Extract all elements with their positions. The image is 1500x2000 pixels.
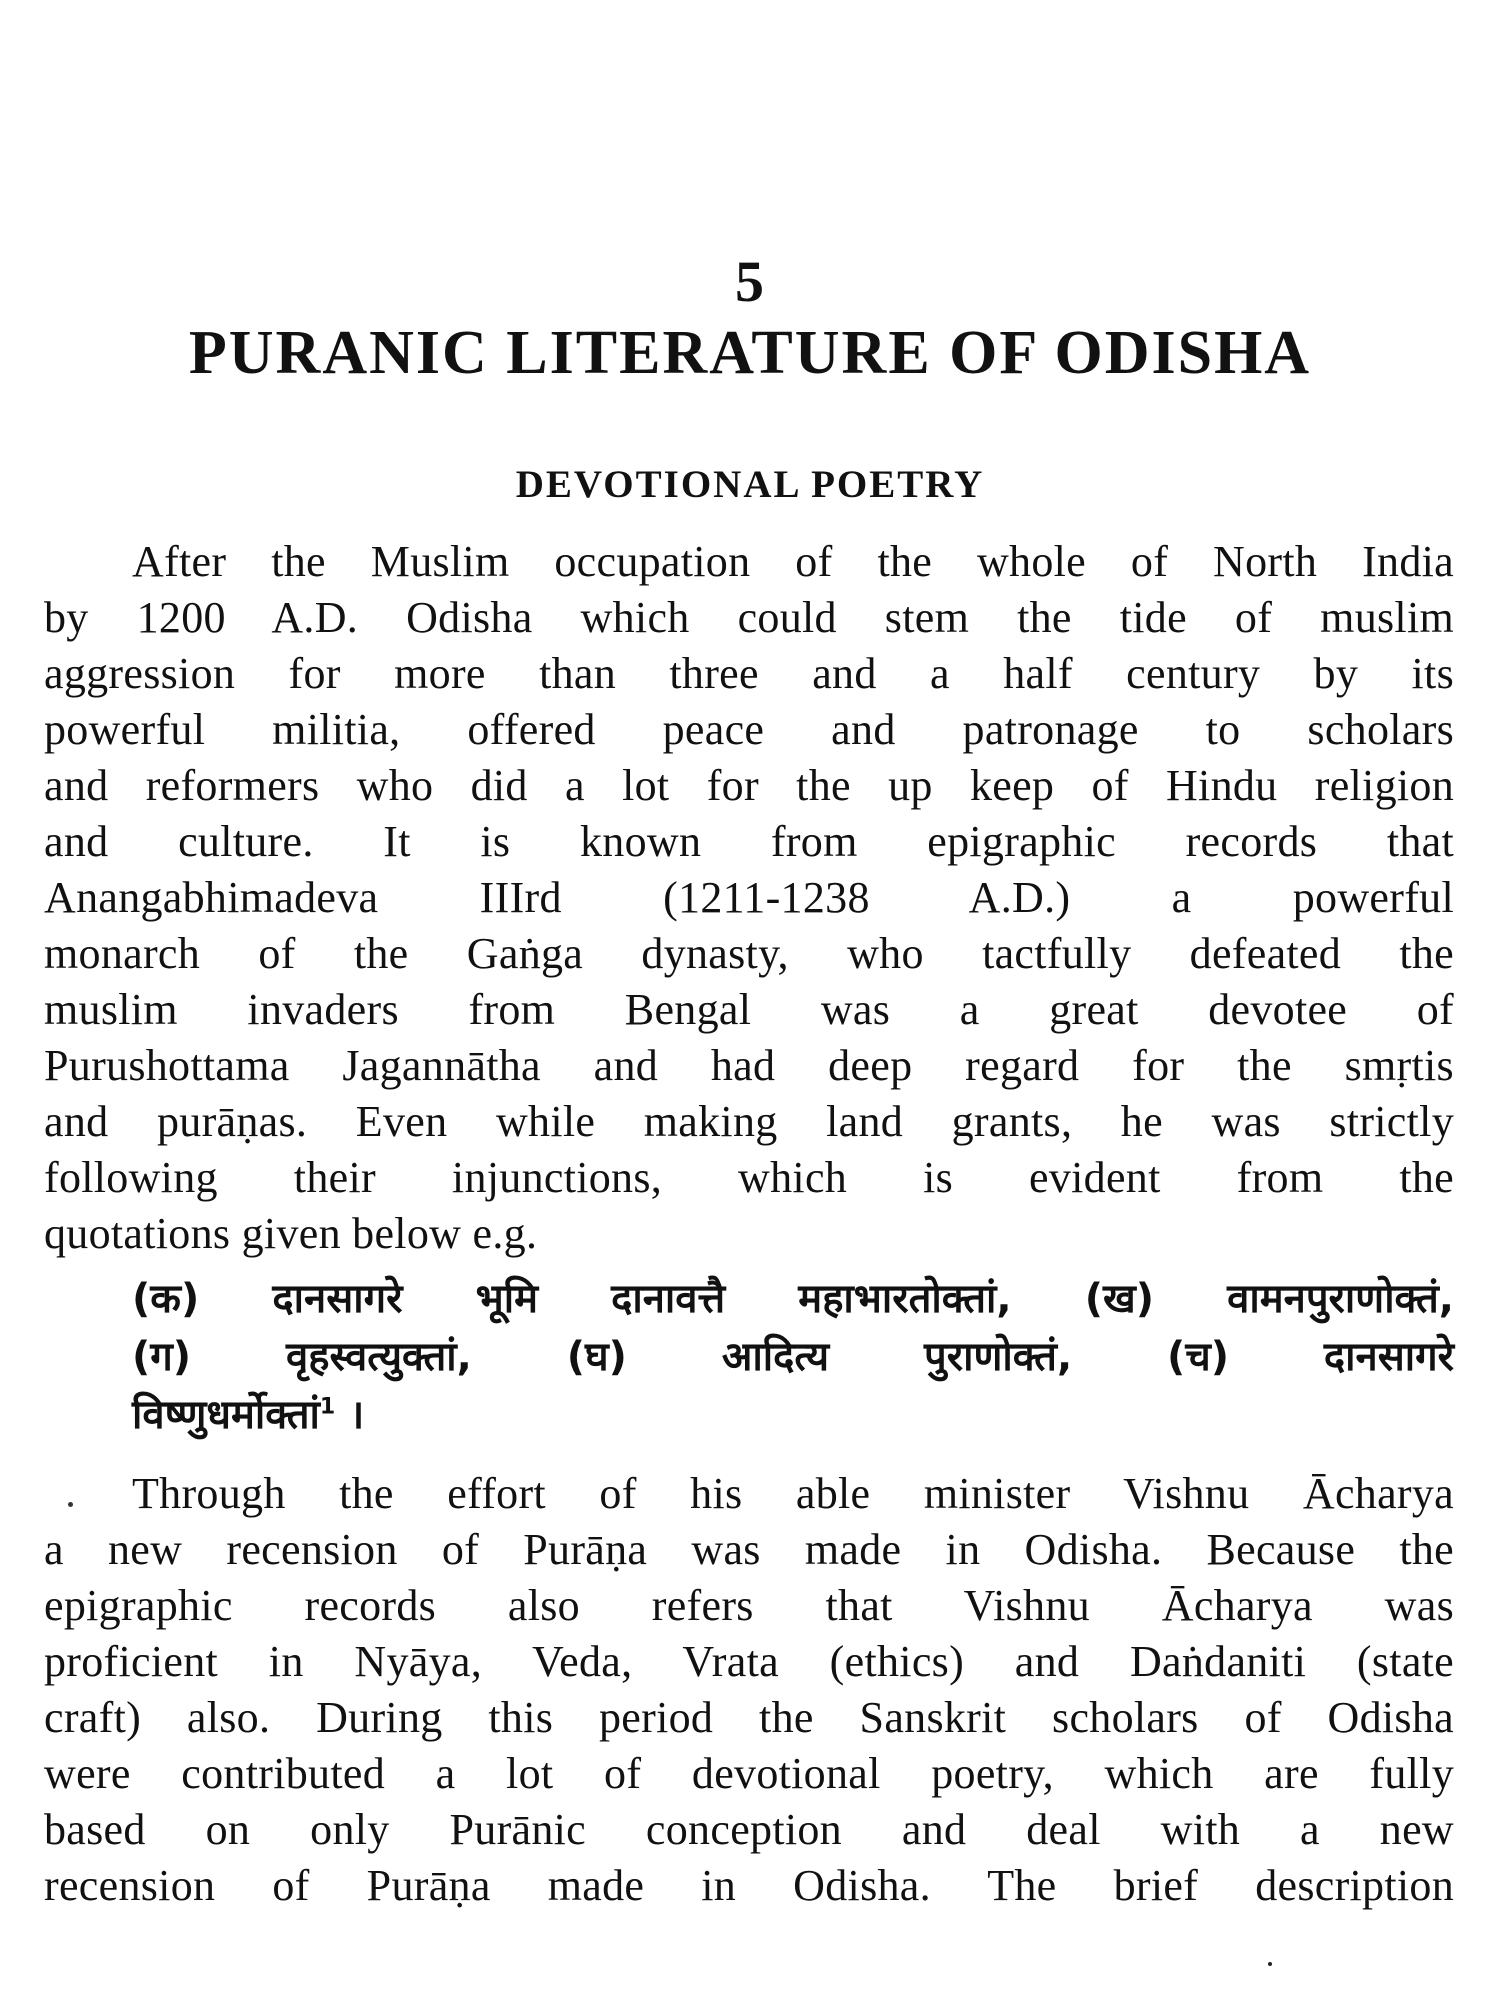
- paragraph-1-line: muslim invaders from Bengal was a great devotee of: [44, 985, 1454, 1034]
- paragraph-1-line: and culture. It is known from epigraphic records that: [44, 817, 1454, 866]
- danda-mark: ।: [335, 1392, 365, 1438]
- paragraph-2-line: a new recension of Purāṇa was made in Odisha. Because the: [44, 1525, 1454, 1574]
- paragraph-1-line: Anangabhimadeva IIIrd (1211-1238 A.D.) a powerful: [44, 873, 1454, 922]
- sanskrit-text: विष्णुधर्मोक्तां: [132, 1392, 320, 1438]
- paragraph-2: [44, 1466, 1454, 1914]
- paragraph-2-line: recension of Purāṇa made in Odisha. The brief description: [44, 1861, 1454, 1910]
- chapter-title: PURANIC LITERATURE OF ODISHA: [188, 319, 1312, 387]
- paragraph-2-line: proficient in Nyāya, Veda, Vrata (ethics) and Daṅdaniti (state: [44, 1637, 1454, 1686]
- paragraph-1-line: Purushottama Jagannātha and had deep regard for the smṛtis: [44, 1041, 1454, 1090]
- paragraph-2-line: Through the effort of his able minister Vishnu Ācharya: [132, 1469, 1454, 1518]
- chapter-number: 5: [735, 249, 765, 314]
- paragraph-1-line: aggression for more than three and a half century by its: [44, 649, 1454, 698]
- paragraph-2-line: craft) also. During this period the Sanskrit scholars of Odisha: [44, 1693, 1454, 1742]
- paragraph-1-line: by 1200 A.D. Odisha which could stem the tide of muslim: [44, 593, 1454, 642]
- paragraph-1: [44, 534, 1454, 1262]
- section-heading: DEVOTIONAL POETRY: [515, 463, 985, 506]
- paragraph-1-line: After the Muslim occupation of the whole of North India: [132, 537, 1454, 586]
- sanskrit-quotation: [132, 1270, 1454, 1444]
- footnote-marker: 1: [319, 1394, 336, 1420]
- paragraph-1-line: and reformers who did a lot for the up keep of Hindu religion: [44, 761, 1454, 810]
- paragraph-1-line: and purāṇas. Even while making land grants, he was strictly: [44, 1097, 1454, 1146]
- sanskrit-line: (ग) वृहस्वत्युक्तां, (घ) आदित्य पुराणोक्तं, (च) दानसागरे: [132, 1334, 1454, 1380]
- paragraph-1-line: powerful militia, offered peace and patronage to scholars: [44, 705, 1454, 754]
- paragraph-2-line: based on only Purānic conception and deal with a new: [44, 1805, 1454, 1854]
- paragraph-1-line: monarch of the Gaṅga dynasty, who tactfully defeated the: [44, 929, 1454, 978]
- sanskrit-line-last: [132, 1386, 1454, 1444]
- paragraph-1-line: quotations given below e.g.: [44, 1209, 538, 1258]
- paragraph-2-line: were contributed a lot of devotional poetry, which are fully: [44, 1749, 1454, 1798]
- sanskrit-line: (क) दानसागरे भूमि दानावत्तै महाभारतोक्तां, (ख) वामनपुराणोक्तं,: [132, 1276, 1454, 1322]
- page-speck: [1268, 1962, 1272, 1966]
- paragraph-1-line: following their injunctions, which is evident from the: [44, 1153, 1454, 1202]
- paragraph-2-line: epigraphic records also refers that Vishnu Ācharya was: [44, 1581, 1454, 1630]
